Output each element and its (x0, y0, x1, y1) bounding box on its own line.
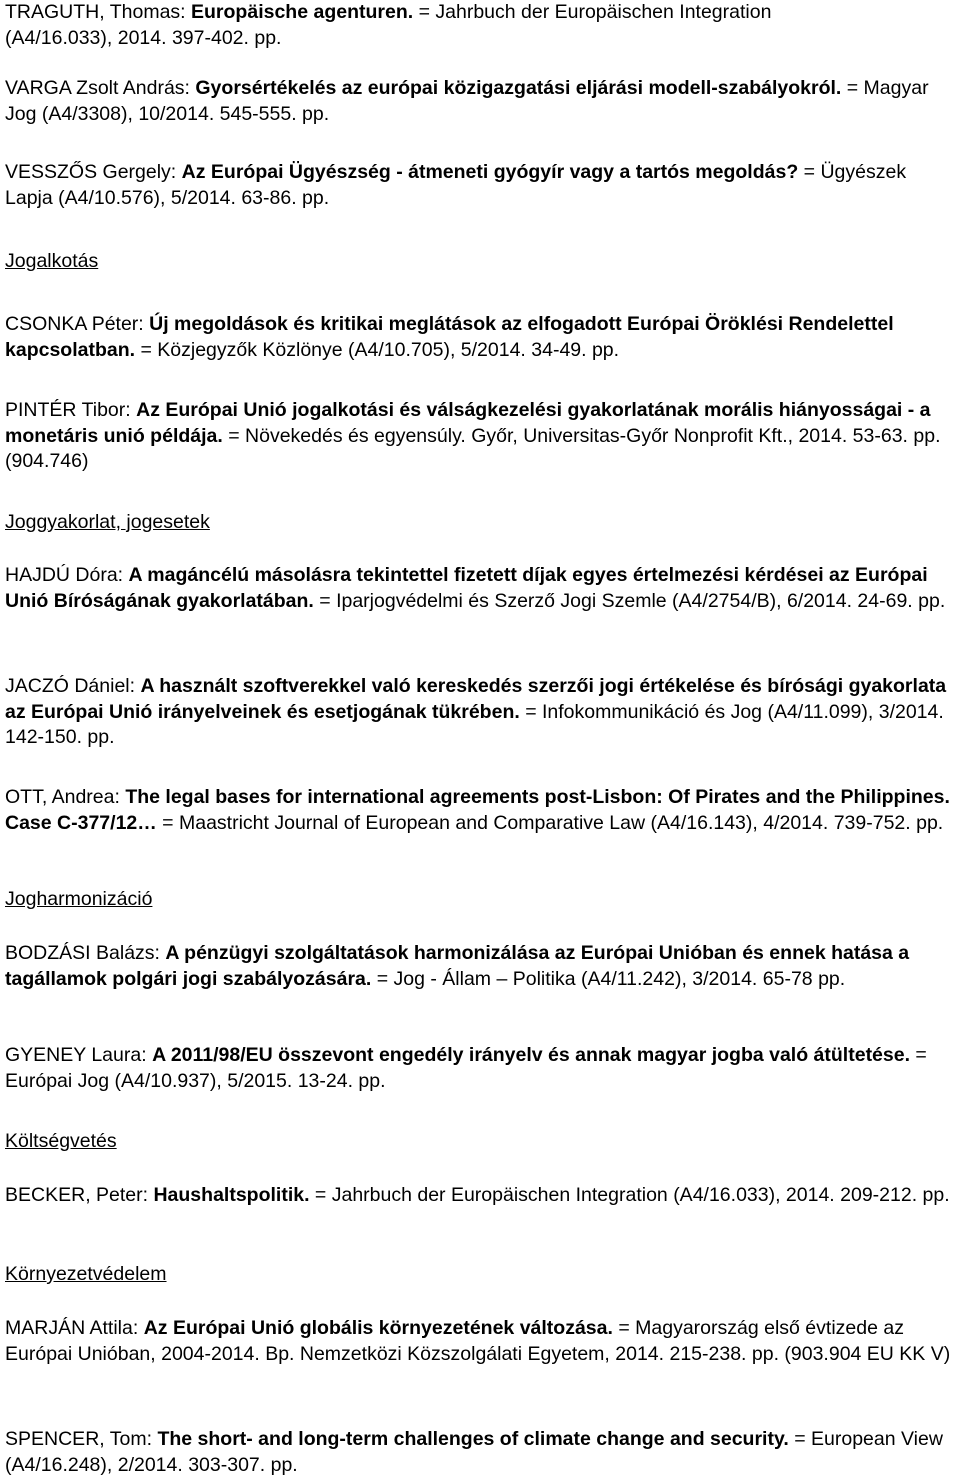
citation-gyeney (5, 1043, 955, 1094)
citation-author: VESSZŐS Gergely: (5, 161, 182, 183)
citation-source: = Ügyészek Lapja (A4/10.576), 5/2014. 63-86. pp. (5, 161, 907, 209)
citation-vesszos (5, 160, 955, 211)
section-heading-jogalkotas: Jogalkotás (5, 250, 99, 272)
citation-bodzasi (5, 941, 955, 992)
citation-source: = Jahrbuch der Europäischen Integration (A4/16.033), 2014. 397-402. pp. (5, 1, 772, 49)
citation-hajdu (5, 563, 955, 614)
section-heading-kornyezetvedelem: Környezetvédelem (5, 1263, 167, 1285)
citation-becker (5, 1183, 955, 1209)
citation-title: A magáncélú másolásra tekintettel fizetett díjak egyes értelmezési kérdései az Európai Unió Bíróságának gyakorlatában. (5, 564, 928, 612)
citation-author: VARGA Zsolt András: (5, 77, 196, 99)
section-heading-joggyakorlat: Joggyakorlat, jogesetek (5, 511, 210, 533)
citation-title: The short- and long-term challenges of climate change and security. (157, 1428, 789, 1450)
citation-source: = Maastricht Journal of European and Comparative Law (A4/16.143), 4/2014. 739-752. pp. (156, 811, 944, 834)
citation-ott (5, 785, 955, 836)
citation-title: Új megoldások és kritikai meglátások az elfogadott Európai Öröklési Rendelettel kapcsolatban. (5, 313, 894, 361)
citation-author: HAJDÚ Dóra: (5, 564, 129, 586)
citation-author: OTT, Andrea: (5, 786, 126, 808)
citation-title: A használt szoftverekkel való kereskedés szerzői jogi értékelése és bírósági gyakorlata az Európai Unió irányelveinek és esetjogának tükrében. (5, 675, 947, 723)
citation-varga (5, 76, 955, 127)
citation-author: JACZÓ Dániel: (5, 675, 141, 697)
citation-source: = Iparjogvédelmi és Szerző Jogi Szemle (A4/2754/B), 6/2014. 24-69. pp. (313, 589, 946, 612)
citation-jaczo (5, 674, 955, 751)
citation-author: GYENEY Laura: (5, 1044, 153, 1066)
citation-title: A 2011/98/EU összevont engedély irányelv és annak magyar jogba való átültetése. (152, 1044, 911, 1066)
citation-source: = Magyar Jog (A4/3308), 10/2014. 545-555. pp. (5, 77, 929, 125)
citation-author: CSONKA Péter: (5, 313, 150, 335)
citation-author: MARJÁN Attila: (5, 1317, 144, 1339)
citation-title: Gyorsértékelés az európai közigazgatási eljárási modell-szabályokról. (195, 77, 842, 99)
citation-source: = Magyarország első évtizede az Európai Unióban, 2004-2014. Bp. Nemzetközi Közszolgálati Egyetem, 2014. 215-238. pp. (903.904 EU KK V) (5, 1317, 951, 1365)
citation-marjan (5, 1316, 955, 1367)
citation-title: Az Európai Unió jogalkotási és válságkezelési gyakorlatának morális hiányosságai - a monetáris unió példája. (5, 399, 931, 447)
citation-source: = Jog - Állam – Politika (A4/11.242), 3/2014. 65-78 pp. (371, 967, 846, 990)
citation-title: Az Európai Unió globális környezetének változása. (143, 1317, 613, 1339)
citation-author: BODZÁSI Balázs: (5, 942, 166, 964)
citation-title: Europäische agenturen. (191, 1, 414, 23)
citation-source: = European View (A4/16.248), 2/2014. 303-307. pp. (5, 1428, 943, 1476)
citation-author: TRAGUTH, Thomas: (5, 1, 192, 23)
citation-title: The legal bases for international agreements post-Lisbon: Of Pirates and the Philippines. Case C-377/12… (5, 786, 950, 834)
citation-csonka (5, 312, 955, 363)
citation-traguth (5, 0, 825, 51)
citation-title: A pénzügyi szolgáltatások harmonizálása az Európai Unióban és ennek hatása a tagállamok polgári jogi szabályozására. (5, 942, 910, 990)
citation-pinter (5, 398, 955, 475)
citation-author: PINTÉR Tibor: (5, 399, 137, 421)
citation-title: Az Európai Ügyészség - átmeneti gyógyír vagy a tartós megoldás? (181, 161, 799, 183)
section-heading-koltsegvetes: Költségvetés (5, 1130, 117, 1152)
citation-source: = Európai Jog (A4/10.937), 5/2015. 13-24. pp. (5, 1044, 927, 1092)
section-heading-jogharmonizacio: Jogharmonizáció (5, 888, 153, 910)
citation-spencer (5, 1427, 955, 1478)
citation-title: Haushaltspolitik. (153, 1184, 310, 1206)
citation-source: = Közjegyzők Közlönye (A4/10.705), 5/2014. 34-49. pp. (135, 338, 620, 361)
citation-author: SPENCER, Tom: (5, 1428, 158, 1450)
citation-source: = Jahrbuch der Europäischen Integration (A4/16.033), 2014. 209-212. pp. (309, 1184, 950, 1206)
citation-source: = Növekedés és egyensúly. Győr, Universitas-Győr Nonprofit Kft., 2014. 53-63. pp. (904.746) (5, 424, 941, 472)
citation-source: = Infokommunikáció és Jog (A4/11.099), 3/2014. 142-150. pp. (5, 700, 944, 748)
citation-author: BECKER, Peter: (5, 1184, 154, 1206)
